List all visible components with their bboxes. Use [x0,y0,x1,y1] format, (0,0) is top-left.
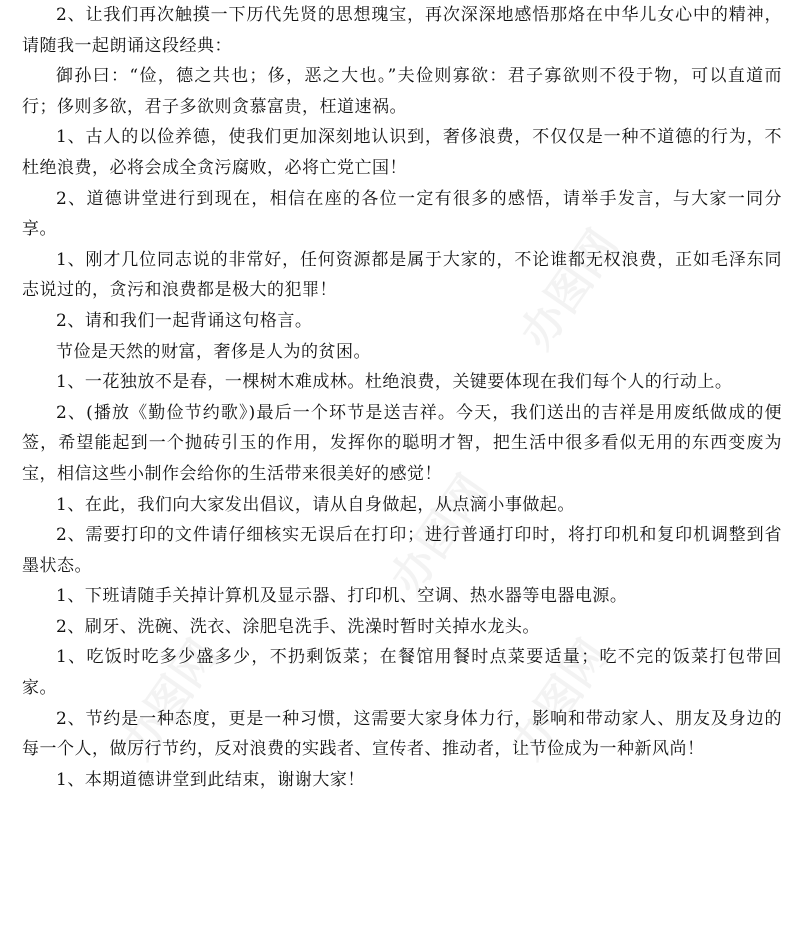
paragraph-15: 2、节约是一种态度，更是一种习惯，这需要大家身体力行，影响和带动家人、朋友及身边的每一个人，做厉行节约，反对浪费的实践者、宣传者、推动者，让节俭成为一种新风尚！ [22,708,782,760]
paragraph-8: 1、一花独放不是春，一棵树木难成林。杜绝浪费，关键要体现在我们每个人的行动上。 [56,372,733,393]
paragraph-2: 御孙曰：“俭，德之共也；侈，恶之大也。”夫俭则寡欲：君子寡欲则不役于物，可以直道而行；侈则多欲，君子多欲则贪慕富贵，枉道速祸。 [22,66,782,117]
paragraph-10: 1、在此，我们向大家发出倡议，请从自身做起，从点滴小事做起。 [56,494,575,515]
paragraph-4: 2、道德讲堂进行到现在，相信在座的各位一定有很多的感悟，请举手发言，与大家一同分享。 [22,188,782,240]
paragraph-7: 节俭是天然的财富，奢侈是人为的贫困。 [56,341,371,362]
paragraph-5: 1、刚才几位同志说的非常好，任何资源都是属于大家的，不论谁都无权浪费，正如毛泽东同志说过的，贪污和浪费都是极大的犯罪！ [22,249,782,301]
paragraph-6: 2、请和我们一起背诵这句格言。 [56,310,313,331]
paragraph-11: 2、需要打印的文件请仔细核实无误后在打印；进行普通打印时，将打印机和复印机调整到省墨状态。 [22,525,782,576]
paragraph-12: 1、下班请随手关掉计算机及显示器、打印机、空调、热水器等电器电源。 [56,586,628,607]
paragraph-1: 2、让我们再次触摸一下历代先贤的思想瑰宝，再次深深地感悟那烙在中华儿女心中的精神，请随我一起朗诵这段经典： [22,5,782,56]
paragraph-3: 1、古人的以俭养德，使我们更加深刻地认识到，奢侈浪费，不仅仅是一种不道德的行为，不杜绝浪费，必将会成全贪污腐败，必将亡党亡国！ [22,127,782,178]
paragraph-14: 1、吃饭时吃多少盛多少，不扔剩饭菜；在餐馆用餐时点菜要适量；吃不完的饭菜打包带回家。 [22,647,782,699]
paragraph-9: 2、(播放《勤俭节约歌》)最后一个环节是送吉祥。今天，我们送出的吉祥是用废纸做成的便签，希望能起到一个抛砖引玉的作用，发挥你的聪明才智，把生活中很多看似无用的东西变废为宝，相信这些小制作会给你的生活带来很美好的感觉！ [22,402,782,484]
paragraph-16: 1、本期道德讲堂到此结束，谢谢大家！ [56,769,365,790]
paragraph-13: 2、刷牙、洗碗、洗衣、涂肥皂洗手、洗澡时暂时关掉水龙头。 [56,616,540,637]
document-body [22,0,782,795]
